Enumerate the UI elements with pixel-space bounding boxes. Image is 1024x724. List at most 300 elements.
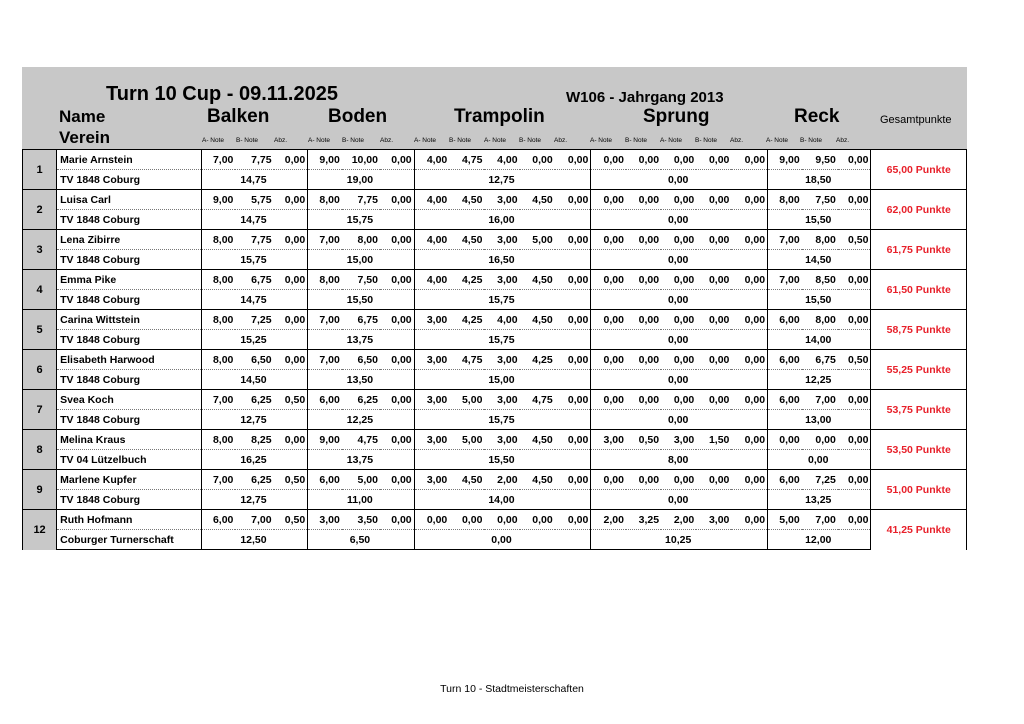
rank-cell: 4 <box>23 270 57 310</box>
rank-cell: 6 <box>23 350 57 390</box>
boden-sum: 13,50 <box>308 370 414 390</box>
score-subheader: Abz. <box>554 137 568 144</box>
name-label: Name <box>59 107 106 126</box>
score-subheader: Abz. <box>274 137 288 144</box>
boden-score: 10,00 <box>342 150 380 170</box>
sprung-score: 0,00 <box>626 230 661 250</box>
sprung-score: 0,00 <box>696 350 731 370</box>
boden-score: 0,00 <box>380 350 414 370</box>
athlete-name: Marie Arnstein <box>57 150 202 170</box>
boden-score: 8,00 <box>308 190 342 210</box>
reck-score: 7,25 <box>802 470 838 490</box>
balken-score: 6,50 <box>235 350 273 370</box>
reck-score: 0,00 <box>838 310 871 330</box>
trampolin-score: 4,50 <box>449 230 484 250</box>
boden-sum: 11,00 <box>308 490 414 510</box>
reck-score: 8,00 <box>802 310 838 330</box>
rank-cell: 12 <box>23 510 57 550</box>
total-points: 61,50 Punkte <box>871 270 967 310</box>
reck-score: 0,00 <box>838 190 871 210</box>
athlete-name: Elisabeth Harwood <box>57 350 202 370</box>
sprung-score: 3,25 <box>626 510 661 530</box>
athlete-row <box>23 190 967 210</box>
club-name: TV 1848 Coburg <box>57 250 202 270</box>
score-subheader: A- Note <box>590 137 613 144</box>
rank-cell: 9 <box>23 470 57 510</box>
apparatus-balken: Balken <box>207 106 270 127</box>
athlete-name: Marlene Kupfer <box>57 470 202 490</box>
boden-score: 9,00 <box>308 150 342 170</box>
reck-score: 7,50 <box>802 190 838 210</box>
trampolin-score: 4,00 <box>414 190 449 210</box>
score-subheader: A- Note <box>202 137 225 144</box>
club-name: TV 1848 Coburg <box>57 410 202 430</box>
total-points: 51,00 Punkte <box>871 470 967 510</box>
trampolin-score: 4,50 <box>520 190 555 210</box>
sprung-score: 0,00 <box>731 430 767 450</box>
trampolin-score: 5,00 <box>449 430 484 450</box>
trampolin-sum: 16,50 <box>414 250 591 270</box>
club-name: TV 1848 Coburg <box>57 330 202 350</box>
balken-score: 8,00 <box>201 430 235 450</box>
header-band <box>22 67 967 149</box>
trampolin-score: 0,00 <box>555 230 591 250</box>
balken-sum: 14,75 <box>201 290 307 310</box>
boden-score: 4,75 <box>342 430 380 450</box>
trampolin-sum: 15,75 <box>414 330 591 350</box>
sprung-sum: 10,25 <box>591 530 768 550</box>
trampolin-score: 3,00 <box>414 430 449 450</box>
boden-score: 0,00 <box>380 230 414 250</box>
sprung-sum: 0,00 <box>591 170 768 190</box>
reck-score: 0,50 <box>838 230 871 250</box>
trampolin-sum: 14,00 <box>414 490 591 510</box>
score-subheader: A- Note <box>660 137 683 144</box>
trampolin-score: 0,00 <box>555 510 591 530</box>
reck-sum: 12,25 <box>768 370 871 390</box>
athlete-row <box>23 150 967 170</box>
sprung-score: 0,00 <box>731 270 767 290</box>
boden-score: 9,00 <box>308 430 342 450</box>
reck-sum: 0,00 <box>768 450 871 470</box>
reck-score: 6,00 <box>768 350 802 370</box>
score-subheader: B- Note <box>625 137 648 144</box>
sprung-score: 0,00 <box>661 270 696 290</box>
boden-score: 0,00 <box>380 270 414 290</box>
reck-score: 9,50 <box>802 150 838 170</box>
sprung-score: 0,00 <box>591 230 626 250</box>
athlete-sum-row <box>23 490 967 510</box>
club-name: TV 1848 Coburg <box>57 170 202 190</box>
boden-score: 3,00 <box>308 510 342 530</box>
reck-score: 0,00 <box>838 150 871 170</box>
club-name: TV 1848 Coburg <box>57 490 202 510</box>
boden-score: 6,00 <box>308 390 342 410</box>
balken-score: 5,75 <box>235 190 273 210</box>
boden-score: 8,00 <box>308 270 342 290</box>
sprung-score: 3,00 <box>591 430 626 450</box>
boden-score: 6,00 <box>308 470 342 490</box>
trampolin-score: 3,00 <box>484 430 519 450</box>
athlete-row <box>23 310 967 330</box>
score-subheader: A- Note <box>766 137 789 144</box>
sprung-score: 0,00 <box>696 470 731 490</box>
trampolin-score: 4,25 <box>449 270 484 290</box>
balken-score: 7,00 <box>201 150 235 170</box>
sprung-score: 0,00 <box>661 470 696 490</box>
athlete-name: Ruth Hofmann <box>57 510 202 530</box>
sprung-score: 0,00 <box>591 470 626 490</box>
athlete-row <box>23 430 967 450</box>
trampolin-score: 3,00 <box>484 350 519 370</box>
boden-score: 7,00 <box>308 230 342 250</box>
reck-score: 5,00 <box>768 510 802 530</box>
boden-sum: 13,75 <box>308 450 414 470</box>
athlete-sum-row <box>23 530 967 550</box>
reck-score: 7,00 <box>768 230 802 250</box>
trampolin-sum: 0,00 <box>414 530 591 550</box>
trampolin-sum: 15,50 <box>414 450 591 470</box>
sprung-score: 0,00 <box>626 390 661 410</box>
club-name: TV 1848 Coburg <box>57 290 202 310</box>
balken-score: 8,25 <box>235 430 273 450</box>
trampolin-score: 0,00 <box>555 470 591 490</box>
sprung-sum: 0,00 <box>591 290 768 310</box>
trampolin-score: 0,00 <box>520 150 555 170</box>
sprung-score: 2,00 <box>661 510 696 530</box>
balken-score: 0,00 <box>274 350 308 370</box>
score-subheader: B- Note <box>695 137 718 144</box>
rank-cell: 5 <box>23 310 57 350</box>
athlete-name: Lena Zibirre <box>57 230 202 250</box>
reck-score: 8,00 <box>768 190 802 210</box>
boden-score: 8,00 <box>342 230 380 250</box>
balken-score: 6,25 <box>235 470 273 490</box>
reck-sum: 14,00 <box>768 330 871 350</box>
boden-score: 3,50 <box>342 510 380 530</box>
club-name: TV 04 Lützelbuch <box>57 450 202 470</box>
balken-sum: 15,75 <box>201 250 307 270</box>
athlete-sum-row <box>23 290 967 310</box>
trampolin-score: 0,00 <box>555 350 591 370</box>
total-points: 65,00 Punkte <box>871 150 967 190</box>
trampolin-score: 4,75 <box>449 350 484 370</box>
sprung-score: 0,50 <box>626 430 661 450</box>
sprung-score: 0,00 <box>661 190 696 210</box>
sprung-sum: 8,00 <box>591 450 768 470</box>
athlete-sum-row <box>23 250 967 270</box>
club-name: TV 1848 Coburg <box>57 210 202 230</box>
apparatus-reck: Reck <box>794 106 840 127</box>
boden-score: 0,00 <box>380 190 414 210</box>
boden-score: 7,00 <box>308 310 342 330</box>
balken-score: 7,75 <box>235 150 273 170</box>
reck-sum: 12,00 <box>768 530 871 550</box>
reck-score: 0,00 <box>838 470 871 490</box>
athlete-row <box>23 510 967 530</box>
sprung-score: 0,00 <box>731 390 767 410</box>
balken-score: 7,00 <box>201 390 235 410</box>
trampolin-sum: 15,00 <box>414 370 591 390</box>
trampolin-score: 4,00 <box>414 230 449 250</box>
sprung-score: 3,00 <box>661 430 696 450</box>
reck-score: 0,00 <box>838 270 871 290</box>
apparatus-sprung: Sprung <box>643 106 710 127</box>
trampolin-score: 0,00 <box>555 190 591 210</box>
sprung-score: 0,00 <box>731 350 767 370</box>
balken-score: 9,00 <box>201 190 235 210</box>
score-subheader: A- Note <box>308 137 331 144</box>
sprung-sum: 0,00 <box>591 210 768 230</box>
trampolin-score: 5,00 <box>520 230 555 250</box>
trampolin-score: 0,00 <box>555 270 591 290</box>
balken-score: 0,50 <box>274 470 308 490</box>
balken-sum: 14,75 <box>201 170 307 190</box>
club-name: TV 1848 Coburg <box>57 370 202 390</box>
sprung-score: 0,00 <box>626 150 661 170</box>
athlete-name: Emma Pike <box>57 270 202 290</box>
reck-score: 0,50 <box>838 350 871 370</box>
sprung-score: 0,00 <box>696 190 731 210</box>
reck-sum: 15,50 <box>768 210 871 230</box>
reck-score: 6,75 <box>802 350 838 370</box>
boden-score: 5,00 <box>342 470 380 490</box>
balken-score: 8,00 <box>201 350 235 370</box>
score-subheader: Abz. <box>836 137 850 144</box>
balken-score: 0,00 <box>274 150 308 170</box>
trampolin-score: 3,00 <box>414 390 449 410</box>
sprung-score: 0,00 <box>661 390 696 410</box>
balken-score: 0,00 <box>274 310 308 330</box>
reck-sum: 14,50 <box>768 250 871 270</box>
trampolin-sum: 15,75 <box>414 290 591 310</box>
trampolin-score: 0,00 <box>555 310 591 330</box>
score-subheader: B- Note <box>236 137 259 144</box>
trampolin-score: 4,75 <box>449 150 484 170</box>
event-title: Turn 10 Cup - 09.11.2025 <box>106 83 338 105</box>
sprung-score: 0,00 <box>661 350 696 370</box>
boden-score: 6,50 <box>342 350 380 370</box>
sprung-score: 0,00 <box>626 350 661 370</box>
sprung-score: 0,00 <box>731 310 767 330</box>
category-title: W106 - Jahrgang 2013 <box>566 89 724 106</box>
sprung-score: 0,00 <box>661 150 696 170</box>
balken-score: 7,00 <box>201 470 235 490</box>
athlete-name: Carina Wittstein <box>57 310 202 330</box>
athlete-row <box>23 230 967 250</box>
reck-sum: 13,25 <box>768 490 871 510</box>
trampolin-score: 4,00 <box>414 150 449 170</box>
club-label: Verein <box>59 128 111 147</box>
trampolin-score: 4,75 <box>520 390 555 410</box>
score-subheader: B- Note <box>800 137 823 144</box>
trampolin-score: 0,00 <box>555 150 591 170</box>
sprung-sum: 0,00 <box>591 410 768 430</box>
rank-cell: 8 <box>23 430 57 470</box>
sprung-sum: 0,00 <box>591 370 768 390</box>
boden-score: 6,25 <box>342 390 380 410</box>
trampolin-score: 4,50 <box>520 430 555 450</box>
score-subheader: A- Note <box>484 137 507 144</box>
boden-score: 0,00 <box>380 510 414 530</box>
balken-score: 7,75 <box>235 230 273 250</box>
sprung-score: 3,00 <box>696 510 731 530</box>
balken-score: 8,00 <box>201 310 235 330</box>
trampolin-score: 3,00 <box>414 310 449 330</box>
boden-sum: 15,00 <box>308 250 414 270</box>
sprung-score: 0,00 <box>591 310 626 330</box>
balken-score: 0,00 <box>274 190 308 210</box>
sprung-score: 0,00 <box>696 310 731 330</box>
sprung-score: 0,00 <box>626 470 661 490</box>
boden-score: 0,00 <box>380 430 414 450</box>
balken-score: 7,00 <box>235 510 273 530</box>
sprung-score: 0,00 <box>696 150 731 170</box>
sprung-score: 0,00 <box>591 190 626 210</box>
trampolin-score: 0,00 <box>449 510 484 530</box>
score-subheader: B- Note <box>519 137 542 144</box>
balken-score: 6,25 <box>235 390 273 410</box>
athlete-name: Melina Kraus <box>57 430 202 450</box>
balken-sum: 12,75 <box>201 410 307 430</box>
footer-text: Turn 10 - Stadtmeisterschaften <box>440 683 584 695</box>
trampolin-score: 5,00 <box>449 390 484 410</box>
trampolin-score: 4,00 <box>484 310 519 330</box>
boden-sum: 15,50 <box>308 290 414 310</box>
sprung-score: 1,50 <box>696 430 731 450</box>
boden-sum: 12,25 <box>308 410 414 430</box>
trampolin-score: 4,50 <box>520 470 555 490</box>
reck-score: 0,00 <box>838 510 871 530</box>
balken-score: 6,75 <box>235 270 273 290</box>
boden-score: 0,00 <box>380 390 414 410</box>
athlete-row <box>23 470 967 490</box>
balken-score: 8,00 <box>201 270 235 290</box>
trampolin-score: 3,00 <box>484 390 519 410</box>
trampolin-sum: 12,75 <box>414 170 591 190</box>
rank-cell: 2 <box>23 190 57 230</box>
total-points: 53,50 Punkte <box>871 430 967 470</box>
reck-score: 6,00 <box>768 470 802 490</box>
balken-score: 0,50 <box>274 390 308 410</box>
trampolin-score: 4,25 <box>520 350 555 370</box>
trampolin-score: 0,00 <box>414 510 449 530</box>
balken-score: 0,00 <box>274 230 308 250</box>
reck-sum: 15,50 <box>768 290 871 310</box>
trampolin-score: 0,00 <box>484 510 519 530</box>
sprung-score: 0,00 <box>591 150 626 170</box>
score-subheader: A- Note <box>414 137 437 144</box>
total-label: Gesamtpunkte <box>880 114 952 126</box>
sprung-score: 0,00 <box>661 230 696 250</box>
sprung-score: 0,00 <box>731 510 767 530</box>
balken-score: 8,00 <box>201 230 235 250</box>
trampolin-score: 4,00 <box>484 150 519 170</box>
sprung-sum: 0,00 <box>591 250 768 270</box>
athlete-sum-row <box>23 170 967 190</box>
apparatus-trampolin: Trampolin <box>454 106 545 127</box>
trampolin-score: 0,00 <box>555 430 591 450</box>
balken-score: 0,50 <box>274 510 308 530</box>
sprung-score: 0,00 <box>731 470 767 490</box>
boden-sum: 13,75 <box>308 330 414 350</box>
reck-score: 9,00 <box>768 150 802 170</box>
reck-score: 0,00 <box>838 390 871 410</box>
sprung-score: 0,00 <box>696 230 731 250</box>
reck-score: 6,00 <box>768 310 802 330</box>
total-points: 61,75 Punkte <box>871 230 967 270</box>
trampolin-score: 4,25 <box>449 310 484 330</box>
sprung-score: 0,00 <box>731 150 767 170</box>
rank-cell: 1 <box>23 150 57 190</box>
reck-sum: 13,00 <box>768 410 871 430</box>
trampolin-score: 3,00 <box>484 190 519 210</box>
rank-cell: 3 <box>23 230 57 270</box>
balken-score: 6,00 <box>201 510 235 530</box>
balken-sum: 12,75 <box>201 490 307 510</box>
sprung-score: 0,00 <box>626 270 661 290</box>
sprung-sum: 0,00 <box>591 490 768 510</box>
athlete-sum-row <box>23 330 967 350</box>
trampolin-score: 0,00 <box>555 390 591 410</box>
trampolin-score: 4,50 <box>520 270 555 290</box>
trampolin-score: 0,00 <box>520 510 555 530</box>
boden-score: 0,00 <box>380 150 414 170</box>
trampolin-score: 4,50 <box>520 310 555 330</box>
results-sheet <box>22 67 967 550</box>
trampolin-score: 4,50 <box>449 190 484 210</box>
sprung-score: 2,00 <box>591 510 626 530</box>
boden-score: 7,75 <box>342 190 380 210</box>
reck-score: 7,00 <box>802 390 838 410</box>
trampolin-sum: 15,75 <box>414 410 591 430</box>
reck-sum: 18,50 <box>768 170 871 190</box>
total-points: 58,75 Punkte <box>871 310 967 350</box>
athlete-row <box>23 270 967 290</box>
trampolin-score: 3,00 <box>484 270 519 290</box>
sprung-score: 0,00 <box>696 390 731 410</box>
boden-score: 0,00 <box>380 470 414 490</box>
score-subheader: Abz. <box>380 137 394 144</box>
reck-score: 7,00 <box>768 270 802 290</box>
athlete-row <box>23 350 967 370</box>
reck-score: 8,50 <box>802 270 838 290</box>
balken-score: 7,25 <box>235 310 273 330</box>
athlete-sum-row <box>23 370 967 390</box>
total-points: 41,25 Punkte <box>871 510 967 550</box>
apparatus-boden: Boden <box>328 106 388 127</box>
reck-score: 0,00 <box>768 430 802 450</box>
athlete-name: Svea Koch <box>57 390 202 410</box>
boden-score: 7,50 <box>342 270 380 290</box>
score-subheader: Abz. <box>730 137 744 144</box>
total-points: 53,75 Punkte <box>871 390 967 430</box>
boden-score: 0,00 <box>380 310 414 330</box>
athlete-sum-row <box>23 410 967 430</box>
trampolin-score: 3,00 <box>414 470 449 490</box>
trampolin-score: 4,50 <box>449 470 484 490</box>
reck-score: 0,00 <box>838 430 871 450</box>
score-subheader: B- Note <box>449 137 472 144</box>
balken-sum: 15,25 <box>201 330 307 350</box>
reck-score: 0,00 <box>802 430 838 450</box>
balken-sum: 14,75 <box>201 210 307 230</box>
total-points: 55,25 Punkte <box>871 350 967 390</box>
trampolin-score: 3,00 <box>484 230 519 250</box>
results-table <box>22 149 967 550</box>
boden-score: 6,75 <box>342 310 380 330</box>
trampolin-score: 2,00 <box>484 470 519 490</box>
